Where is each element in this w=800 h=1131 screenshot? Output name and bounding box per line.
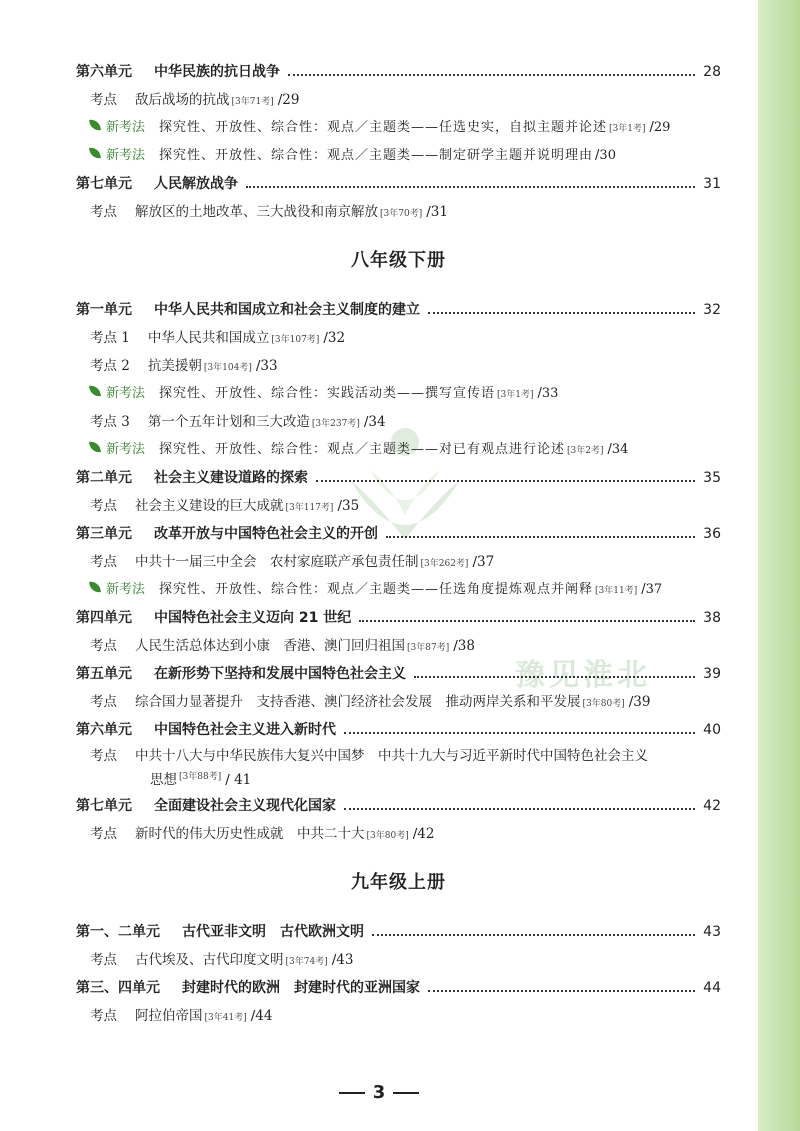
toc-unit-entry[interactable] — [76, 604, 721, 632]
unit-number: 第二单元 — [76, 470, 132, 486]
topic-title: 抗美援朝 — [147, 358, 202, 374]
topic-line-continued — [90, 768, 721, 792]
page-ref: 43 — [336, 952, 354, 968]
page-ref: 33 — [541, 386, 559, 401]
new-method-title: 探究性、开放性、综合性：观点／主题类——制定研学主题并说明理由 — [159, 148, 594, 163]
page-ref: 35 — [342, 498, 360, 514]
topic-label: 考点 2 — [90, 358, 130, 374]
dot-leader — [316, 480, 695, 482]
page-ref: 31 — [703, 176, 721, 192]
topic-title: 第一个五年计划和三大改造 — [147, 414, 310, 430]
watermark-text: 豫见淮北 — [515, 658, 651, 693]
new-method-label: 新考法 — [106, 148, 146, 163]
page-separator: / — [595, 148, 600, 163]
unit-title: 古代亚非文明 古代欧洲文明 — [182, 924, 364, 940]
unit-number: 第四单元 — [76, 610, 132, 626]
page-separator: / — [412, 826, 418, 842]
topic-title: 中共十八大与中华民族伟大复兴中国梦 中共十九大与习近平新时代中国特色社会主义 — [135, 748, 648, 764]
topic-label: 考点 — [90, 92, 117, 108]
unit-title: 改革开放与中国特色社会主义的开创 — [154, 526, 378, 542]
toc-unit-entry[interactable] — [76, 974, 721, 1002]
dot-leader — [359, 620, 695, 622]
page-ref: 30 — [599, 148, 616, 163]
page-separator: / — [607, 442, 612, 457]
page-separator: / — [628, 694, 634, 710]
page-separator: / — [331, 952, 337, 968]
page-ref: 39 — [703, 666, 721, 682]
toc-new-method-entry[interactable]: 新考法 探究性、开放性、综合性：观点／主题类——对已有观点进行论述 3年2考 / 34 — [76, 436, 721, 464]
topic-title-continued: 思想 — [150, 772, 177, 788]
topic-title: 解放区的土地改革、三大战役和南京解放 — [135, 204, 378, 220]
toc-topic-entry[interactable]: 考点 社会主义建设的巨大成就 3年117考 / 35 — [76, 492, 721, 520]
dot-leader — [246, 186, 695, 188]
page-ref: 34 — [368, 414, 386, 430]
new-method-title: 探究性、开放性、综合性：观点／主题类——任选史实，自拟主题并论述 — [159, 120, 608, 135]
toc-topic-entry[interactable]: 考点 新时代的伟大历史性成就 中共二十大 3年80考 / 42 — [76, 820, 721, 848]
toc-topic-entry[interactable]: 考点 中共十一届三中全会 农村家庭联产承包责任制 3年262考 / 37 — [76, 548, 721, 576]
footer-dash-left — [339, 1092, 365, 1094]
topic-label: 考点 — [90, 498, 117, 514]
page-ref: 42 — [417, 826, 435, 842]
unit-number: 第五单元 — [76, 666, 132, 682]
new-method-title: 探究性、开放性、综合性：观点／主题类——对已有观点进行论述 — [159, 442, 566, 457]
section-title-grade9-vol1: 九年级上册 — [351, 872, 446, 893]
page-separator: / — [337, 498, 342, 514]
page-ref: 37 — [477, 554, 495, 570]
page-separator: / — [323, 330, 328, 346]
toc-topic-entry[interactable]: 考点 综合国力显著提升 支持香港、澳门经济社会发展 推动两岸关系和平发展 3年80考 / 39 — [76, 688, 721, 716]
unit-title: 封建时代的欧洲 封建时代的亚洲国家 — [182, 980, 420, 996]
page-ref: 36 — [703, 526, 721, 542]
topic-label: 考点 — [90, 694, 117, 710]
page-ref: 32 — [327, 330, 346, 346]
dot-leader — [428, 990, 695, 992]
page-ref: 34 — [611, 442, 629, 457]
topic-line — [90, 748, 648, 764]
new-method-label: 新考法 — [106, 442, 146, 457]
unit-number: 第一、二单元 — [76, 924, 160, 940]
page-ref: 44 — [255, 1008, 273, 1024]
topic-title: 敌后战场的抗战 — [135, 92, 230, 108]
page-footer — [0, 1082, 758, 1103]
toc-new-method-entry[interactable]: 新考法 探究性、开放性、综合性：观点／主题类——任选史实，自拟主题并论述 3年1考 / 29 — [76, 114, 721, 142]
toc-new-method-entry[interactable]: 新考法 探究性、开放性、综合性：观点／主题类——任选角度提炼观点并阐释 3年11考 / 37 — [76, 576, 721, 604]
toc-unit-entry[interactable] — [76, 520, 721, 548]
page-separator: / — [453, 638, 458, 654]
topic-label: 考点 — [90, 638, 117, 654]
page-separator: / — [426, 204, 431, 220]
toc-unit-entry[interactable] — [76, 792, 721, 820]
page-ref: 33 — [260, 358, 278, 374]
toc-unit-entry[interactable] — [76, 918, 721, 946]
new-method-label: 新考法 — [106, 120, 146, 135]
table-of-contents — [76, 58, 721, 1030]
dot-leader — [386, 536, 695, 538]
topic-title: 综合国力显著提升 支持香港、澳门经济社会发展 推动两岸关系和平发展 — [135, 694, 581, 710]
dot-leader — [344, 808, 695, 810]
page-ref: 40 — [703, 722, 721, 738]
page-separator: / — [250, 1008, 256, 1024]
topic-title: 中华人民共和国成立 — [147, 330, 270, 346]
page-separator: / — [225, 772, 235, 788]
leaf-icon — [89, 580, 101, 594]
unit-number: 第七单元 — [76, 176, 132, 192]
toc-unit-entry[interactable] — [76, 716, 721, 744]
topic-label: 考点 — [90, 748, 117, 764]
page-separator: / — [537, 386, 542, 401]
new-method-label: 新考法 — [106, 386, 146, 401]
toc-unit-entry[interactable] — [76, 58, 721, 86]
page-ref: 37 — [645, 582, 663, 597]
toc-list-c — [76, 918, 721, 1030]
page-separator: / — [363, 414, 369, 430]
page-separator: / — [649, 120, 654, 135]
page-ref: 38 — [703, 610, 721, 626]
topic-title: 阿拉伯帝国 — [135, 1008, 203, 1024]
toc-topic-entry[interactable]: 考点 1 中华人民共和国成立 3年107考 / 32 — [76, 324, 721, 352]
toc-topic-entry[interactable]: 考点 阿拉伯帝国 3年41考 / 44 — [76, 1002, 721, 1030]
toc-list-a — [76, 58, 721, 226]
unit-number: 第六单元 — [76, 722, 132, 738]
unit-number: 第七单元 — [76, 798, 132, 814]
page-ref: 32 — [703, 302, 721, 318]
page-number: 3 — [372, 1082, 386, 1103]
page-ref: 44 — [703, 980, 721, 996]
toc-new-method-entry[interactable] — [76, 142, 721, 170]
page-separator: / — [641, 582, 646, 597]
unit-title: 在新形势下坚持和发展中国特色社会主义 — [154, 666, 406, 682]
page-ref: 38 — [457, 638, 475, 654]
unit-title: 中国特色社会主义进入新时代 — [154, 722, 336, 738]
toc-topic-entry[interactable]: 考点 人民生活总体达到小康 香港、澳门回归祖国 3年87考 / 38 — [76, 632, 721, 660]
leaf-icon — [89, 118, 101, 132]
toc-new-method-entry[interactable]: 新考法 探究性、开放性、综合性：实践活动类——撰写宣传语 3年1考 / 33 — [76, 380, 721, 408]
page-edge-strip — [758, 0, 800, 1131]
unit-title: 全面建设社会主义现代化国家 — [154, 798, 336, 814]
page-ref: 42 — [703, 798, 721, 814]
dot-leader — [344, 732, 695, 734]
dot-leader — [414, 676, 695, 678]
topic-label: 考点 — [90, 826, 117, 842]
toc-topic-entry[interactable]: 考点 古代埃及、古代印度文明 3年74考 / 43 — [76, 946, 721, 974]
unit-number: 第三单元 — [76, 526, 132, 542]
topic-label: 考点 3 — [90, 414, 130, 430]
page-separator: / — [472, 554, 477, 570]
dot-leader — [288, 74, 695, 76]
footer-dash-right — [393, 1092, 419, 1094]
toc-list-b — [76, 296, 721, 848]
topic-label: 考点 — [90, 204, 117, 220]
new-method-title: 探究性、开放性、综合性：观点／主题类——任选角度提炼观点并阐释 — [159, 582, 594, 597]
page-ref: 29 — [653, 120, 671, 135]
unit-title: 中国特色社会主义迈向 21 世纪 — [154, 610, 352, 626]
unit-title: 人民解放战争 — [154, 176, 238, 192]
topic-label: 考点 — [90, 1008, 117, 1024]
dot-leader — [372, 934, 695, 936]
leaf-icon — [89, 146, 101, 160]
topic-label: 考点 1 — [90, 330, 130, 346]
toc-unit-entry[interactable] — [76, 464, 721, 492]
new-method-title: 探究性、开放性、综合性：实践活动类——撰写宣传语 — [159, 386, 496, 401]
leaf-icon — [89, 440, 101, 454]
topic-title: 社会主义建设的巨大成就 — [135, 498, 284, 514]
page-ref: 41 — [234, 772, 252, 788]
new-method-label: 新考法 — [106, 582, 146, 597]
toc-unit-entry[interactable] — [76, 296, 721, 324]
toc-topic-entry[interactable]: 考点 敌后战场的抗战 3年71考 / 29 — [76, 86, 721, 114]
toc-unit-entry[interactable] — [76, 660, 721, 688]
toc-topic-entry[interactable]: 考点 3 第一个五年计划和三大改造 3年237考 / 34 — [76, 408, 721, 436]
toc-unit-entry[interactable] — [76, 170, 721, 198]
dot-leader — [428, 312, 695, 314]
page-ref: 35 — [703, 470, 721, 486]
toc-topic-entry[interactable]: 考点 解放区的土地改革、三大战役和南京解放 3年70考 / 31 — [76, 198, 721, 226]
page-separator: / — [255, 358, 261, 374]
page-ref: 31 — [430, 204, 448, 220]
unit-title: 中华人民共和国成立和社会主义制度的建立 — [154, 302, 420, 318]
unit-number: 第三、四单元 — [76, 980, 160, 996]
topic-label: 考点 — [90, 554, 117, 570]
topic-title: 人民生活总体达到小康 香港、澳门回归祖国 — [135, 638, 405, 654]
topic-title: 中共十一届三中全会 农村家庭联产承包责任制 — [135, 554, 419, 570]
page-ref: 43 — [703, 924, 721, 940]
page-ref: 28 — [703, 64, 721, 80]
toc-topic-entry[interactable] — [76, 744, 721, 792]
leaf-icon — [89, 384, 101, 398]
topic-title: 古代埃及、古代印度文明 — [135, 952, 284, 968]
unit-title: 社会主义建设道路的探索 — [154, 470, 308, 486]
exam-count-tag: [ $^{3年88考}$ ] — [179, 772, 221, 782]
topic-label: 考点 — [90, 952, 117, 968]
toc-topic-entry[interactable]: 考点 2 抗美援朝 3年104考 / 33 — [76, 352, 721, 380]
unit-number: 第一单元 — [76, 302, 132, 318]
topic-title: 新时代的伟大历史性成就 中共二十大 — [135, 826, 365, 842]
unit-number: 第六单元 — [76, 64, 132, 80]
page-ref: 29 — [282, 92, 300, 108]
page-separator: / — [277, 92, 283, 108]
unit-title: 中华民族的抗日战争 — [154, 64, 280, 80]
section-title-grade8-vol2: 八年级下册 — [351, 250, 446, 271]
page-ref: 39 — [633, 694, 651, 710]
